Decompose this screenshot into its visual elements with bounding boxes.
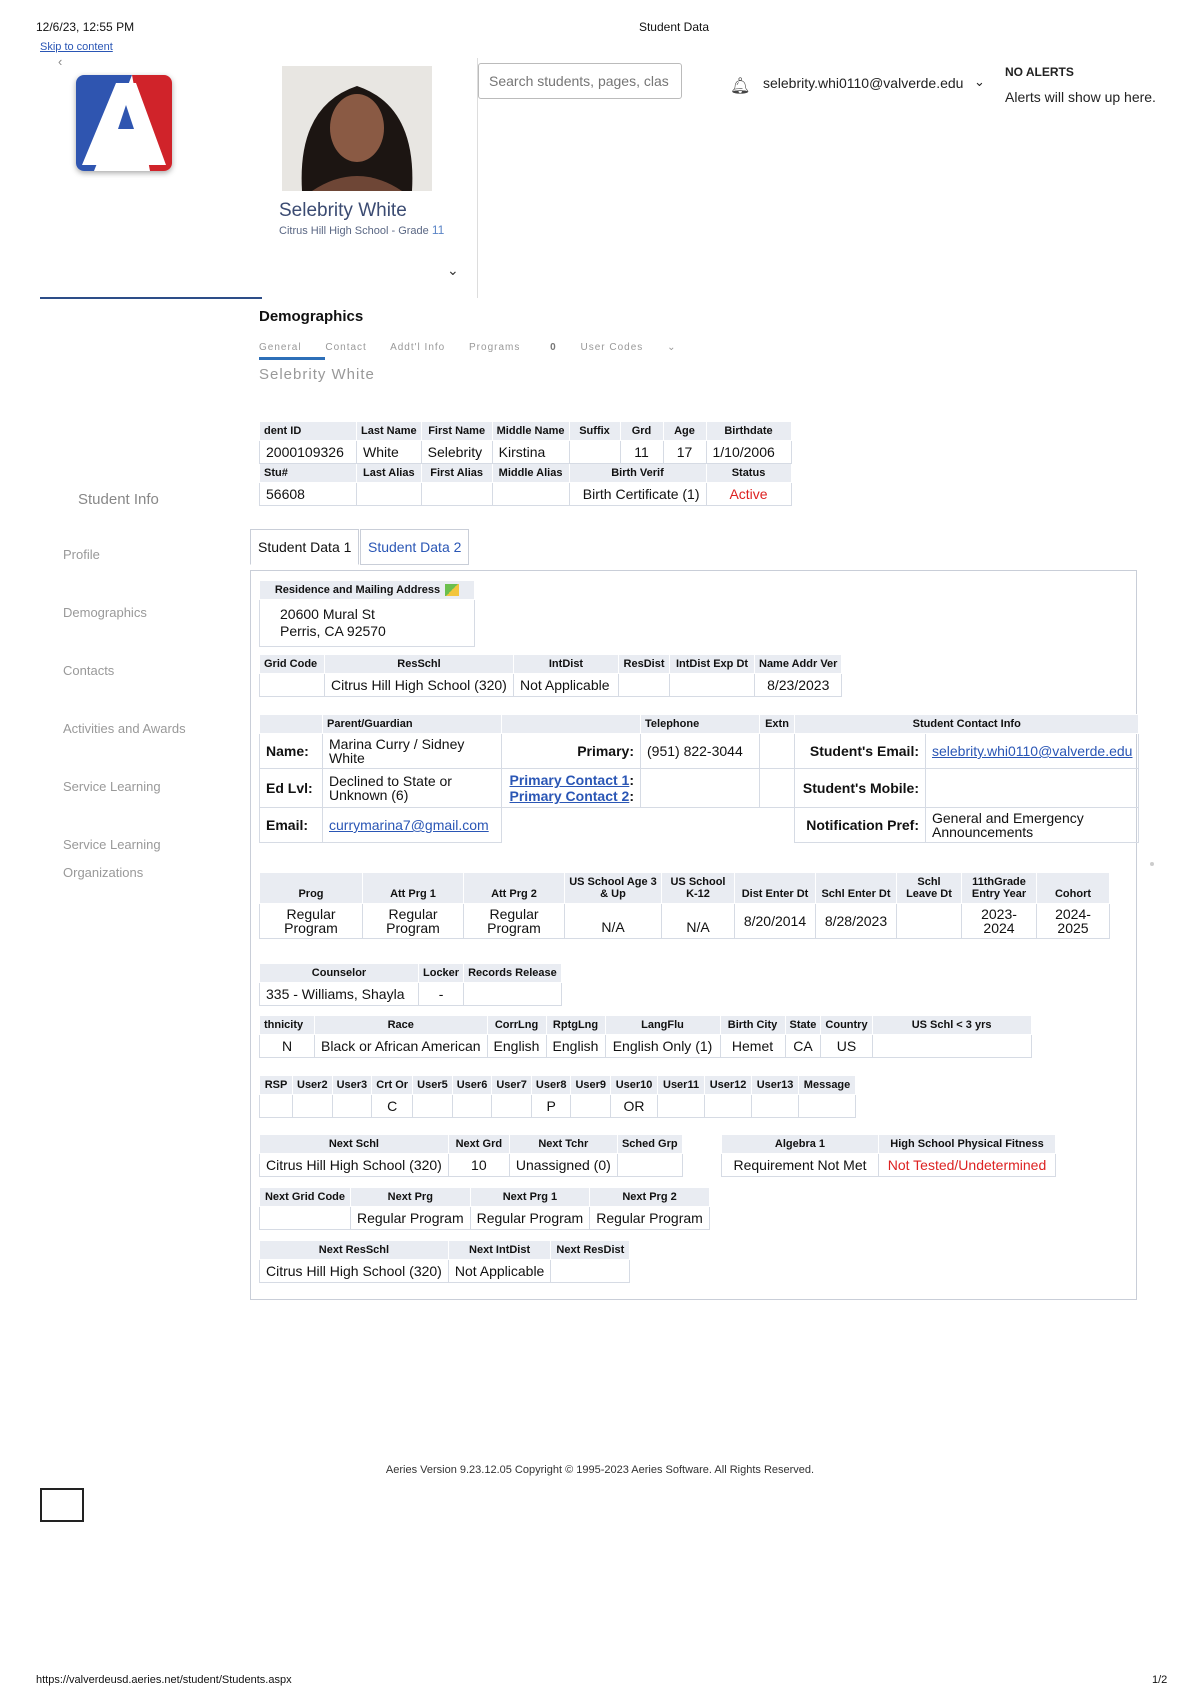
notification-pref-value: General and Emergency Announcements [926, 808, 1139, 843]
aeries-logo-icon [76, 75, 172, 171]
next-grid-code [260, 1207, 351, 1230]
col-header: Next ResDist [551, 1241, 630, 1260]
parent-row-edlvl [260, 769, 1139, 808]
residence-row [260, 674, 842, 697]
next-prg-1: Regular Program [470, 1207, 590, 1230]
col-header: Next Schl [260, 1135, 449, 1154]
dist-enter-dt: 8/20/2014 [735, 904, 816, 939]
student-photo [282, 66, 432, 191]
user5 [413, 1095, 453, 1118]
chevron-down-icon[interactable]: ⌄ [447, 262, 459, 278]
email-label: Email: [260, 808, 323, 843]
col-header: Next Grid Code [260, 1188, 351, 1207]
user-codes-grid [259, 1075, 856, 1118]
student-id-grid [259, 421, 792, 506]
next-tchr: Unassigned (0) [509, 1154, 617, 1177]
next-program-row [260, 1207, 710, 1230]
next-residence-grid [259, 1240, 630, 1283]
corr-lng: English [487, 1035, 546, 1058]
primary-contact-1-label: Primary Contact 1 [509, 772, 630, 788]
user13 [752, 1095, 799, 1118]
address-value [260, 600, 475, 647]
menu-item-profile[interactable]: Profile [63, 547, 100, 562]
schl-enter-dt: 8/28/2023 [816, 904, 897, 939]
primary-contact-2-label: Primary Contact 2 [509, 788, 630, 804]
empty-cell [760, 808, 795, 843]
last-alias [357, 483, 422, 506]
col-header: Age [663, 422, 706, 441]
parent-row-email [260, 808, 1139, 843]
grade: 11 [620, 441, 663, 464]
lang-flu: English Only (1) [605, 1035, 720, 1058]
next-residence-header-row [260, 1241, 630, 1260]
primary-contact-2-link[interactable]: Primary Contact 2: [509, 788, 634, 804]
print-datetime: 12/6/23, 12:55 PM [36, 20, 135, 34]
message [799, 1095, 856, 1118]
user6 [452, 1095, 492, 1118]
user9 [571, 1095, 611, 1118]
col-header: Birth Verif [569, 464, 706, 483]
aeries-logo[interactable] [76, 75, 172, 171]
col-header: Telephone [641, 715, 760, 734]
next-residence-row [260, 1260, 630, 1283]
counselor-header-row [260, 964, 562, 983]
col-header: Race [315, 1016, 488, 1035]
col-header: US School Age 3 & Up [565, 873, 662, 904]
programs-count: 0 [550, 342, 557, 353]
user7 [492, 1095, 532, 1118]
next-int-dist: Not Applicable [448, 1260, 551, 1283]
tab-student-data-2[interactable]: Student Data 2 [360, 529, 469, 565]
skip-to-content-link[interactable]: Skip to content [40, 41, 113, 53]
tab-general[interactable]: General [259, 342, 302, 353]
student-school: Citrus Hill High School - Grade [279, 225, 429, 237]
menu-item-demographics[interactable]: Demographics [63, 605, 147, 620]
grad-req-row [722, 1154, 1056, 1177]
residence-header-row [260, 655, 842, 674]
map-icon[interactable] [445, 584, 459, 596]
residence-grid [259, 654, 842, 697]
user12 [705, 1095, 752, 1118]
address-header [260, 581, 475, 600]
address-grid [259, 580, 475, 647]
col-header: Next IntDist [448, 1241, 551, 1260]
id-grid-header-2 [260, 464, 792, 483]
col-header: Status [706, 464, 791, 483]
address-line2: Perris, CA 92570 [280, 623, 386, 640]
first-name: Selebrity [421, 441, 492, 464]
menu-item-activities-awards[interactable]: Activities and Awards [63, 721, 186, 736]
counselor: 335 - Williams, Shayla [260, 983, 419, 1006]
parent-row-name [260, 734, 1139, 769]
col-header: Next Grd [448, 1135, 509, 1154]
col-header: thnicity [260, 1016, 315, 1035]
col-header: ResDist [619, 655, 670, 674]
col-header: Name Addr Ver [755, 655, 842, 674]
tab-student-data-1[interactable]: Student Data 1 [250, 529, 359, 565]
col-header: 11thGrade Entry Year [962, 873, 1037, 904]
col-header: US Schl < 3 yrs [872, 1016, 1031, 1035]
col-header: State [785, 1016, 821, 1035]
col-header: User5 [413, 1076, 453, 1095]
next-res-dist [551, 1260, 630, 1283]
tab-addtl-info[interactable]: Addt'l Info [390, 342, 446, 353]
col-header: dent ID [260, 422, 357, 441]
grad-req-header-row [722, 1135, 1056, 1154]
empty-cell [502, 808, 641, 843]
col-header: RSP [260, 1076, 293, 1095]
next-program-header-row [260, 1188, 710, 1207]
records-release [464, 983, 562, 1006]
parent-name: Marina Curry / Sidney White [323, 734, 502, 769]
int-dist-exp [670, 674, 755, 697]
col-header: Schl Enter Dt [816, 873, 897, 904]
next-res-schl: Citrus Hill High School (320) [260, 1260, 449, 1283]
cohort: 2024-2025 [1037, 904, 1110, 939]
user10: OR [611, 1095, 658, 1118]
col-header: Att Prg 2 [464, 873, 565, 904]
suffix [569, 441, 620, 464]
state: CA [785, 1035, 821, 1058]
col-header: Birth City [720, 1016, 785, 1035]
ethnicity-grid [259, 1015, 1032, 1058]
active-tab-indicator [259, 357, 325, 360]
col-header: Algebra 1 [722, 1135, 879, 1154]
user-codes-row [260, 1095, 856, 1118]
menu-item-service-learning-orgs[interactable]: Service Learning [63, 837, 161, 852]
prog: Regular Program [260, 904, 363, 939]
col-header: LangFlu [605, 1016, 720, 1035]
alerts-message: Alerts will show up here. [1005, 89, 1156, 105]
user-email[interactable]: selebrity.whi0110@valverde.edu [763, 75, 964, 91]
col-header: Records Release [464, 964, 562, 983]
parent-email-link[interactable]: currymarina7@gmail.com [323, 808, 502, 843]
ethnicity-header-row [260, 1016, 1032, 1035]
page-url: https://valverdeusd.aeries.net/student/Students.aspx [36, 1674, 292, 1686]
tab-programs-label: Programs [469, 342, 521, 353]
primary-contact-cell [502, 769, 641, 808]
col-header: Message [799, 1076, 856, 1095]
res-schl: Citrus Hill High School (320) [325, 674, 514, 697]
sched-grp [617, 1154, 682, 1177]
birthdate: 1/10/2006 [706, 441, 791, 464]
bell-icon[interactable]: 🔔︎ [730, 78, 751, 95]
primary-ext [760, 734, 795, 769]
primary-label: Primary: [502, 734, 641, 769]
menu-heading-student-info: Student Info [78, 491, 159, 508]
primary-contact-1-link[interactable]: Primary Contact 1: [509, 772, 634, 788]
col-header: Last Name [357, 422, 422, 441]
race: Black or African American [315, 1035, 488, 1058]
res-dist [619, 674, 670, 697]
col-header: Middle Name [492, 422, 569, 441]
algebra-1: Requirement Not Met [722, 1154, 879, 1177]
col-header: User6 [452, 1076, 492, 1095]
edlvl-value: Declined to State or Unknown (6) [323, 769, 502, 808]
col-header: IntDist Exp Dt [670, 655, 755, 674]
col-header: Student Contact Info [795, 715, 1139, 734]
country: US [821, 1035, 872, 1058]
user3 [332, 1095, 372, 1118]
empty-cell [641, 808, 760, 843]
nav-underline [40, 297, 262, 299]
age: 17 [663, 441, 706, 464]
graduation-requirements-grid [721, 1134, 1056, 1177]
name-addr-ver: 8/23/2023 [755, 674, 842, 697]
student-mobile-label: Student's Mobile: [795, 769, 926, 808]
next-schl: Citrus Hill High School (320) [260, 1154, 449, 1177]
col-header: Last Alias [357, 464, 422, 483]
parent-header-row [260, 715, 1139, 734]
col-header: Parent/Guardian [323, 715, 502, 734]
student-school-grade [279, 223, 444, 237]
print-title: Student Data [638, 20, 710, 34]
next-school-row [260, 1154, 683, 1177]
us-schl-3yrs [872, 1035, 1031, 1058]
col-header: Grid Code [260, 655, 325, 674]
primary-contact-ext [760, 769, 795, 808]
col-header: Next Prg 1 [470, 1188, 590, 1207]
col-header: Country [821, 1016, 872, 1035]
col-header: CorrLng [487, 1016, 546, 1035]
col-header: High School Physical Fitness [879, 1135, 1056, 1154]
col-header: IntDist [514, 655, 619, 674]
col-header: Locker [419, 964, 464, 983]
outlined-box[interactable] [40, 1488, 84, 1522]
col-header: Middle Alias [492, 464, 569, 483]
user11 [658, 1095, 705, 1118]
back-chevron-icon[interactable]: ‹ [58, 54, 63, 69]
col-header: Dist Enter Dt [735, 873, 816, 904]
menu-item-contacts[interactable]: Contacts [63, 663, 115, 678]
status-badge: Active [706, 483, 791, 506]
id-grid-row-1 [260, 441, 792, 464]
menu-item-service-learning-orgs-2[interactable]: Organizations [63, 865, 144, 880]
id-grid-row-2 [260, 483, 792, 506]
col-header: User10 [611, 1076, 658, 1095]
col-header: Next Prg 2 [590, 1188, 710, 1207]
col-header: US School K-12 [662, 873, 735, 904]
col-header: User11 [658, 1076, 705, 1095]
birth-city: Hemet [720, 1035, 785, 1058]
counselor-grid [259, 963, 562, 1006]
parent-contact-grid [259, 714, 1139, 843]
demographics-tabs [259, 342, 716, 353]
col-header: User9 [571, 1076, 611, 1095]
col-header: Counselor [260, 964, 419, 983]
col-header: Next ResSchl [260, 1241, 449, 1260]
col-header-blank [260, 715, 323, 734]
tab-user-codes[interactable] [581, 342, 697, 353]
grid-code [260, 674, 325, 697]
col-header: User13 [752, 1076, 799, 1095]
page-title: Demographics [259, 308, 364, 325]
student-name-faded: Selebrity White [259, 366, 375, 383]
col-header: Stu# [260, 464, 357, 483]
program-header-row [260, 873, 1110, 904]
name-label: Name: [260, 734, 323, 769]
col-header: Next Tchr [509, 1135, 617, 1154]
next-program-grid [259, 1187, 710, 1230]
program-grid [259, 872, 1110, 939]
col-header: First Name [421, 422, 492, 441]
alerts-title: NO ALERTS [1005, 65, 1074, 79]
middle-name: Kirstina [492, 441, 569, 464]
next-prg-2: Regular Program [590, 1207, 710, 1230]
notification-pref-label: Notification Pref: [795, 808, 926, 843]
student-id: 2000109326 [260, 441, 357, 464]
user-menu-chevron-icon[interactable]: ⌄ [974, 74, 985, 89]
address-header-label: Residence and Mailing Address [274, 584, 441, 596]
search-input[interactable] [478, 63, 682, 99]
col-header: ResSchl [325, 655, 514, 674]
col-header: Next Prg [351, 1188, 471, 1207]
col-header: Extn [760, 715, 795, 734]
col-header: Suffix [569, 422, 620, 441]
student-grade: 11 [431, 223, 445, 237]
primary-phone: (951) 822-3044 [641, 734, 760, 769]
rptg-lng: English [546, 1035, 605, 1058]
us-school-age: N/A [565, 904, 662, 939]
col-header: User2 [293, 1076, 333, 1095]
col-header: User8 [531, 1076, 571, 1095]
user-codes-header-row [260, 1076, 856, 1095]
student-number: 56608 [260, 483, 357, 506]
ethnicity: N [260, 1035, 315, 1058]
middle-alias [492, 483, 569, 506]
us-school-k12: N/A [662, 904, 735, 939]
student-email-link[interactable]: selebrity.whi0110@valverde.edu [926, 734, 1139, 769]
menu-item-service-learning[interactable]: Service Learning [63, 779, 161, 794]
student-email-label: Student's Email: [795, 734, 926, 769]
student-mobile-value [926, 769, 1139, 808]
physical-fitness: Not Tested/Undetermined [879, 1154, 1056, 1177]
col-header: Cohort [1037, 873, 1110, 904]
next-grd: 10 [448, 1154, 509, 1177]
program-row [260, 904, 1110, 939]
scroll-indicator [1150, 862, 1154, 866]
col-header: First Alias [421, 464, 492, 483]
col-header: RptgLng [546, 1016, 605, 1035]
user2 [293, 1095, 333, 1118]
col-header: Crt Or [372, 1076, 413, 1095]
birth-verif: Birth Certificate (1) [569, 483, 706, 506]
rsp [260, 1095, 293, 1118]
locker: - [419, 983, 464, 1006]
col-header: User7 [492, 1076, 532, 1095]
tab-programs[interactable] [469, 342, 557, 353]
att-prg-1: Regular Program [363, 904, 464, 939]
col-header: User12 [705, 1076, 752, 1095]
tab-contact[interactable]: Contact [325, 342, 367, 353]
crt-or: C [372, 1095, 413, 1118]
ethnicity-row [260, 1035, 1032, 1058]
primary-contact-values [641, 769, 760, 808]
copyright-footer: Aeries Version 9.23.12.05 Copyright © 1995-2023 Aeries Software. All Rights Reserved. [385, 1464, 815, 1476]
col-header: Prog [260, 873, 363, 904]
next-school-grid [259, 1134, 683, 1177]
col-header: Att Prg 1 [363, 873, 464, 904]
col-header: Schl Leave Dt [897, 873, 962, 904]
id-grid-header-1 [260, 422, 792, 441]
tab-user-codes-label: User Codes [580, 342, 644, 353]
col-header-blank-2 [502, 715, 641, 734]
last-name: White [357, 441, 422, 464]
next-prg: Regular Program [351, 1207, 471, 1230]
col-header: Birthdate [706, 422, 791, 441]
edlvl-label: Ed Lvl: [260, 769, 323, 808]
first-alias [421, 483, 492, 506]
col-header: Sched Grp [617, 1135, 682, 1154]
student-name: Selebrity White [279, 200, 407, 221]
counselor-row [260, 983, 562, 1006]
entry-year: 2023-2024 [962, 904, 1037, 939]
address-line1: 20600 Mural St [280, 606, 375, 623]
col-header: Grd [620, 422, 663, 441]
chevron-down-icon: ⌄ [667, 342, 677, 353]
att-prg-2: Regular Program [464, 904, 565, 939]
col-header: User3 [332, 1076, 372, 1095]
user8: P [531, 1095, 571, 1118]
int-dist: Not Applicable [514, 674, 619, 697]
page-number: 1/2 [1152, 1674, 1168, 1686]
schl-leave-dt [897, 904, 962, 939]
next-school-header-row [260, 1135, 683, 1154]
